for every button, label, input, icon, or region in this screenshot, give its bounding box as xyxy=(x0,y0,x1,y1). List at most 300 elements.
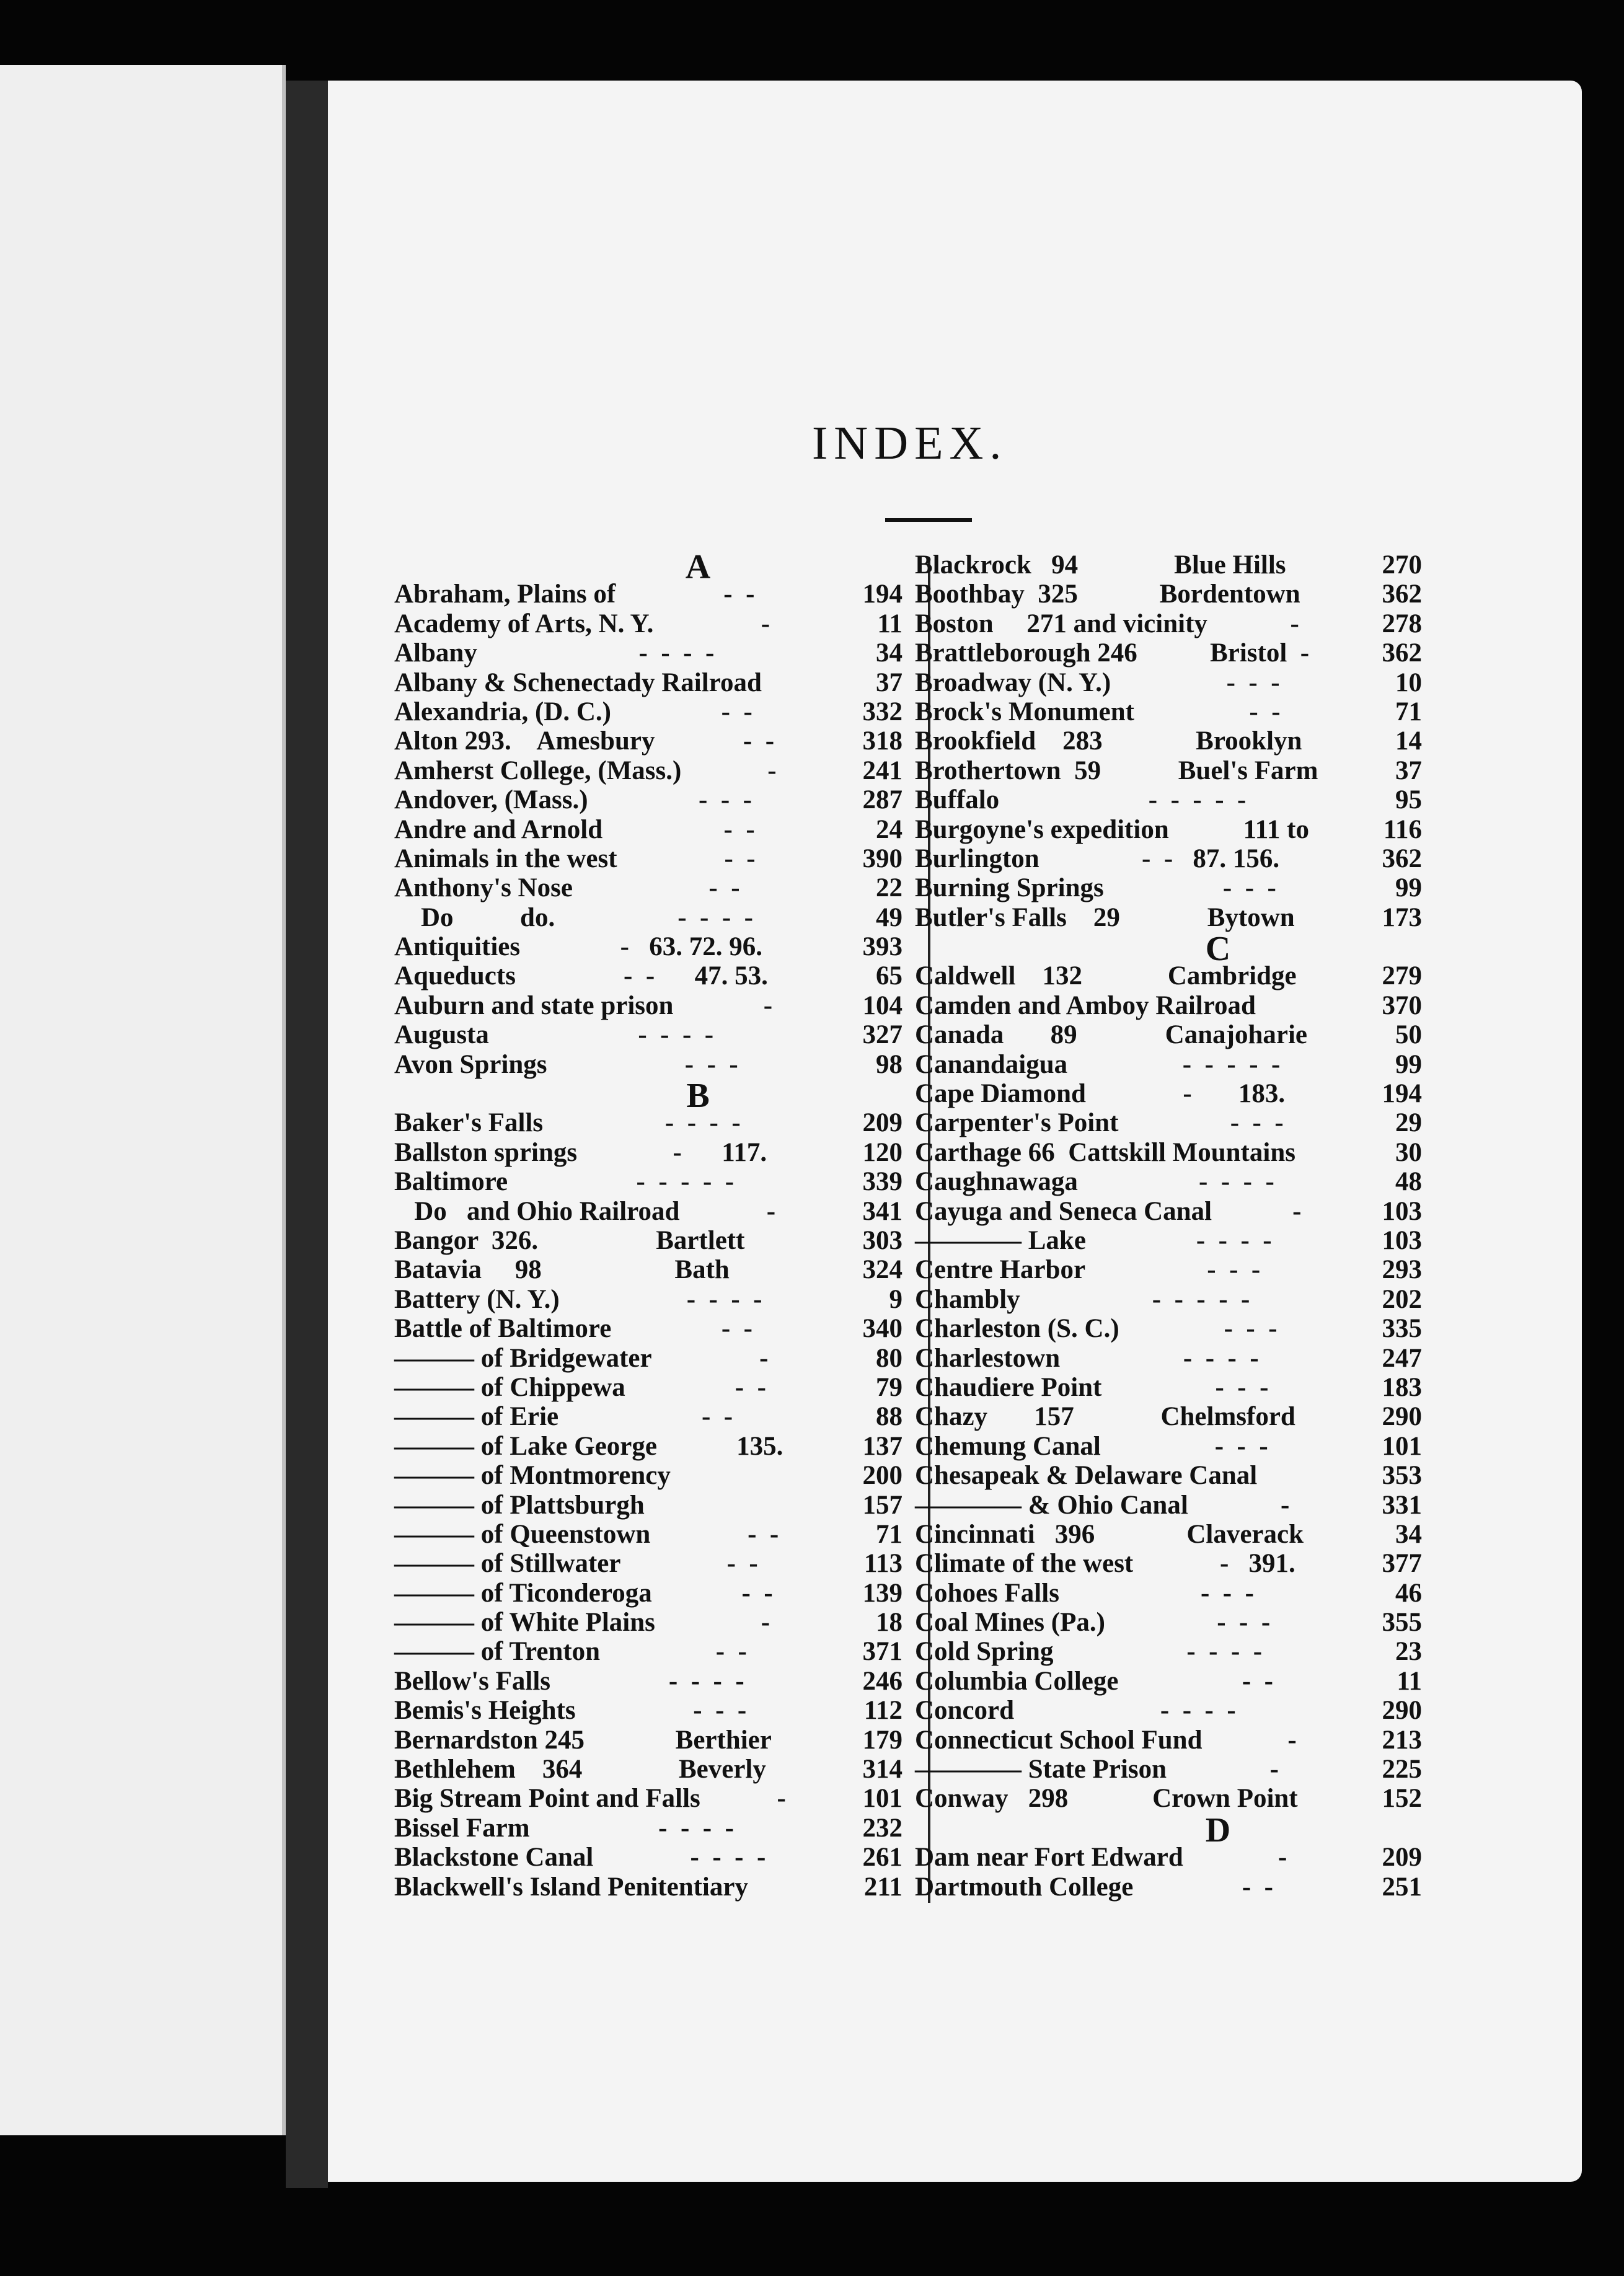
entry-page-number: 209 xyxy=(1382,1843,1422,1872)
entry-page-number: 88 xyxy=(876,1402,902,1432)
entry-leader: Beverly xyxy=(678,1755,766,1784)
entry-leader: Claverack xyxy=(1186,1519,1304,1549)
entry-leader: - - - - xyxy=(1183,1343,1259,1373)
entry-page-number: 370 xyxy=(1382,990,1422,1020)
index-entry xyxy=(915,1520,1422,1549)
entry-label: Aqueducts xyxy=(394,961,516,991)
entry-label: Alton 293. Amesbury xyxy=(394,726,655,756)
entry-page-number: 200 xyxy=(862,1461,902,1491)
index-entry xyxy=(915,1314,1422,1343)
entry-page-number: 340 xyxy=(862,1314,902,1344)
index-entry xyxy=(915,1344,1422,1373)
entry-label: Bellow's Falls xyxy=(394,1666,551,1696)
entry-leader: Blue Hills xyxy=(1174,550,1286,580)
index-entry xyxy=(394,1020,902,1049)
entry-page-number: 65 xyxy=(876,961,902,991)
entry-leader: Brooklyn xyxy=(1196,726,1302,756)
index-entry xyxy=(394,903,902,932)
entry-page-number: 318 xyxy=(862,726,902,756)
entry-page-number: 112 xyxy=(863,1696,902,1726)
entry-leader: - - - - - xyxy=(1152,1284,1250,1314)
index-entry xyxy=(915,1138,1422,1167)
index-entry xyxy=(394,1814,902,1843)
entry-page-number: 104 xyxy=(862,990,902,1020)
entry-leader: - xyxy=(1292,1196,1302,1226)
entry-page-number: 157 xyxy=(862,1490,902,1520)
index-column-left xyxy=(394,550,902,1902)
index-entry xyxy=(915,756,1422,785)
index-entry xyxy=(915,1079,1422,1108)
entry-leader: - - 47. 53. xyxy=(624,961,768,991)
index-entry xyxy=(394,1579,902,1608)
index-entry xyxy=(915,580,1422,609)
entry-label: Albany xyxy=(394,638,477,668)
entry-leader: - - 87. 156. xyxy=(1142,844,1280,873)
entry-leader: - xyxy=(766,1196,776,1226)
entry-label: ——— of Stillwater xyxy=(394,1549,621,1579)
entry-label: Columbia College xyxy=(915,1666,1119,1696)
entry-page-number: 393 xyxy=(862,932,902,962)
index-entry xyxy=(394,1255,902,1284)
entry-label: Canada 89 xyxy=(915,1020,1077,1050)
entry-leader: - - xyxy=(721,697,752,726)
entry-label: Burgoyne's expedition xyxy=(915,814,1169,844)
index-entry xyxy=(394,726,902,756)
entry-leader: - xyxy=(1278,1843,1287,1872)
entry-label: Do do. xyxy=(394,902,555,932)
index-entry xyxy=(915,1579,1422,1608)
entry-leader: Berthier xyxy=(675,1725,772,1755)
entry-leader: - - xyxy=(708,873,740,903)
facing-blank-page xyxy=(0,65,286,2135)
entry-leader: - - - - xyxy=(1196,1225,1272,1255)
entry-label: Amherst College, (Mass.) xyxy=(394,756,682,785)
entry-page-number: 48 xyxy=(1395,1167,1422,1197)
entry-label: Cayuga and Seneca Canal xyxy=(915,1196,1212,1226)
entry-page-number: 324 xyxy=(862,1255,902,1285)
entry-leader: - xyxy=(1280,1490,1290,1520)
entry-leader: - - xyxy=(1249,697,1281,726)
entry-label: Chambly xyxy=(915,1284,1020,1314)
entry-page-number: 101 xyxy=(862,1784,902,1814)
entry-label: Bissel Farm xyxy=(394,1813,530,1843)
entry-label: Brothertown 59 xyxy=(915,756,1101,785)
entry-label: ——— of Erie xyxy=(394,1402,559,1432)
entry-label: ——— of Chippewa xyxy=(394,1372,625,1402)
entry-label: Burlington xyxy=(915,844,1039,873)
entry-leader: - xyxy=(777,1784,786,1814)
entry-page-number: 173 xyxy=(1382,902,1422,932)
entry-leader: - xyxy=(1287,1725,1297,1755)
entry-page-number: 23 xyxy=(1395,1637,1422,1667)
entry-label: Bangor 326. xyxy=(394,1225,539,1255)
entry-label: Cincinnati 396 xyxy=(915,1519,1095,1549)
entry-label: Baker's Falls xyxy=(394,1108,544,1138)
entry-label: Buffalo xyxy=(915,785,1000,815)
entry-leader: - - - - - xyxy=(1182,1049,1281,1079)
entry-page-number: 335 xyxy=(1382,1314,1422,1344)
entry-page-number: 79 xyxy=(876,1372,902,1402)
entry-label: ——— of Bridgewater xyxy=(394,1343,652,1373)
index-entry xyxy=(915,873,1422,902)
entry-page-number: 327 xyxy=(862,1020,902,1050)
index-entry xyxy=(394,1314,902,1343)
entry-leader: Bristol - xyxy=(1210,638,1310,668)
entry-label: ——— of Trenton xyxy=(394,1637,601,1667)
entry-page-number: 37 xyxy=(1395,756,1422,785)
index-entry xyxy=(915,1167,1422,1196)
entry-page-number: 37 xyxy=(876,668,902,697)
index-entry xyxy=(915,1108,1422,1137)
entry-label: Charlestown xyxy=(915,1343,1061,1373)
entry-page-number: 116 xyxy=(1383,814,1422,844)
index-entry xyxy=(915,991,1422,1020)
entry-leader: - - - xyxy=(684,1049,738,1079)
entry-leader: - - - - xyxy=(664,1108,741,1138)
entry-page-number: 371 xyxy=(862,1637,902,1667)
entry-page-number: 183 xyxy=(1382,1372,1422,1402)
index-entry xyxy=(915,1461,1422,1490)
entry-leader: - - - - xyxy=(1160,1696,1236,1726)
entry-leader: - - - - xyxy=(690,1843,766,1872)
entry-leader: - xyxy=(761,1608,770,1638)
index-entry xyxy=(394,697,902,726)
entry-label: Do and Ohio Railroad xyxy=(394,1196,680,1226)
entry-label: Bemis's Heights xyxy=(394,1696,576,1726)
entry-label: Dam near Fort Edward xyxy=(915,1843,1183,1872)
entry-leader: - - - xyxy=(1217,1608,1271,1638)
entry-leader: - - xyxy=(748,1519,779,1549)
index-entry xyxy=(915,668,1422,697)
index-entry xyxy=(394,1755,902,1784)
index-entry xyxy=(915,1755,1422,1784)
entry-leader: - xyxy=(1290,609,1299,638)
entry-leader: - - xyxy=(743,726,775,756)
entry-page-number: 139 xyxy=(862,1578,902,1608)
entry-label: ——— of Montmorency xyxy=(394,1461,671,1491)
entry-page-number: 211 xyxy=(863,1872,902,1902)
index-entry xyxy=(394,991,902,1020)
entry-page-number: 390 xyxy=(862,844,902,873)
entry-label: Battle of Baltimore xyxy=(394,1314,612,1344)
entry-page-number: 293 xyxy=(1382,1255,1422,1285)
entry-leader: - - - xyxy=(1230,1108,1284,1138)
index-entry xyxy=(394,638,902,668)
entry-leader: - - - xyxy=(1226,668,1280,697)
entry-label: Big Stream Point and Falls xyxy=(394,1784,700,1814)
entry-leader: 111 to xyxy=(1243,814,1309,844)
entry-leader: - - - - xyxy=(658,1813,734,1843)
entry-leader: - - - - xyxy=(668,1666,744,1696)
index-entry xyxy=(394,1696,902,1725)
entry-leader: Canajoharie xyxy=(1165,1020,1307,1050)
index-entry xyxy=(394,1138,902,1167)
index-entry xyxy=(394,1402,902,1431)
entry-leader: - 391. xyxy=(1219,1549,1295,1579)
index-entry xyxy=(394,1226,902,1255)
entry-label: Chaudiere Point xyxy=(915,1372,1102,1402)
index-entry xyxy=(915,785,1422,814)
entry-label: Brattleborough 246 xyxy=(915,638,1137,668)
entry-page-number: 34 xyxy=(876,638,902,668)
entry-leader: Crown Point xyxy=(1152,1784,1298,1814)
entry-page-number: 341 xyxy=(862,1196,902,1226)
index-entry xyxy=(394,1432,902,1461)
section-letter: A xyxy=(685,548,711,586)
entry-label: Augusta xyxy=(394,1020,489,1050)
index-entry xyxy=(915,1843,1422,1872)
index-entry xyxy=(394,815,902,844)
section-letter: B xyxy=(686,1077,710,1116)
entry-leader: - - xyxy=(701,1402,733,1432)
entry-label: Cape Diamond xyxy=(915,1079,1086,1109)
entry-label: Blackwell's Island Penitentiary xyxy=(394,1872,748,1902)
entry-page-number: 332 xyxy=(862,697,902,726)
entry-label: Antiquities xyxy=(394,932,521,962)
index-entry xyxy=(394,1108,902,1137)
entry-page-number: 113 xyxy=(863,1549,902,1579)
entry-page-number: 80 xyxy=(876,1343,902,1373)
entry-leader: - - xyxy=(715,1637,747,1667)
entry-page-number: 14 xyxy=(1395,726,1422,756)
entry-page-number: 232 xyxy=(862,1813,902,1843)
entry-leader: Bartlett xyxy=(656,1225,745,1255)
entry-page-number: 179 xyxy=(862,1725,902,1755)
index-entry xyxy=(915,726,1422,756)
entry-leader: - - - xyxy=(699,785,752,815)
entry-label: Broadway (N. Y.) xyxy=(915,668,1111,697)
entry-page-number: 303 xyxy=(862,1225,902,1255)
entry-label: Carpenter's Point xyxy=(915,1108,1119,1138)
entry-leader: - - xyxy=(721,1314,752,1344)
index-entry xyxy=(915,638,1422,668)
entry-page-number: 353 xyxy=(1382,1461,1422,1491)
entry-page-number: 95 xyxy=(1395,785,1422,815)
index-entry xyxy=(915,1696,1422,1725)
entry-leader: - - xyxy=(1242,1872,1273,1902)
book-gutter xyxy=(286,81,328,2188)
entry-leader: - xyxy=(763,990,773,1020)
entry-leader: - - - xyxy=(1224,1314,1278,1344)
entry-label: Climate of the west xyxy=(915,1549,1134,1579)
entry-page-number: 99 xyxy=(1395,1049,1422,1079)
entry-page-number: 362 xyxy=(1382,638,1422,668)
entry-page-number: 34 xyxy=(1395,1519,1422,1549)
index-entry xyxy=(915,1285,1422,1314)
entry-leader: - - xyxy=(723,814,755,844)
entry-label: ——— of Lake George xyxy=(394,1431,657,1461)
entry-page-number: 247 xyxy=(1382,1343,1422,1373)
index-entry xyxy=(394,1050,902,1079)
entry-page-number: 278 xyxy=(1382,609,1422,638)
entry-label: ——— of White Plains xyxy=(394,1608,655,1638)
entry-page-number: 339 xyxy=(862,1167,902,1197)
entry-page-number: 290 xyxy=(1382,1696,1422,1726)
index-entry xyxy=(915,1432,1422,1461)
index-entry xyxy=(915,1637,1422,1666)
index-entry xyxy=(915,844,1422,873)
entry-leader: - - - - xyxy=(677,902,753,932)
index-entry xyxy=(394,1344,902,1373)
entry-page-number: 103 xyxy=(1382,1225,1422,1255)
index-entry xyxy=(394,1726,902,1755)
entry-label: Anthony's Nose xyxy=(394,873,573,903)
index-entry xyxy=(394,1373,902,1402)
entry-page-number: 246 xyxy=(862,1666,902,1696)
entry-leader: - - xyxy=(1242,1666,1273,1696)
entry-label: Caldwell 132 xyxy=(915,961,1082,991)
entry-label: Albany & Schenectady Railroad xyxy=(394,668,762,697)
entry-label: Caughnawaga xyxy=(915,1167,1078,1197)
entry-leader: - - xyxy=(735,1372,766,1402)
entry-page-number: 287 xyxy=(862,785,902,815)
entry-leader: - 183. xyxy=(1183,1079,1286,1109)
entry-label: Coal Mines (Pa.) xyxy=(915,1608,1105,1638)
entry-page-number: 194 xyxy=(862,580,902,609)
index-entry xyxy=(394,1872,902,1902)
entry-page-number: 270 xyxy=(1382,550,1422,580)
entry-page-number: 362 xyxy=(1382,580,1422,609)
entry-label: ——— of Queenstown xyxy=(394,1519,651,1549)
index-entry xyxy=(394,1549,902,1578)
entry-page-number: 225 xyxy=(1382,1755,1422,1784)
entry-page-number: 377 xyxy=(1382,1549,1422,1579)
index-entry xyxy=(915,1197,1422,1226)
entry-label: Batavia 98 xyxy=(394,1255,542,1285)
entry-page-number: 50 xyxy=(1395,1020,1422,1050)
index-entry xyxy=(394,932,902,961)
index-entry xyxy=(915,1020,1422,1049)
index-entry xyxy=(394,1520,902,1549)
entry-page-number: 331 xyxy=(1382,1490,1422,1520)
entry-label: Alexandria, (D. C.) xyxy=(394,697,611,726)
index-entry xyxy=(915,815,1422,844)
entry-label: ——— of Ticonderoga xyxy=(394,1578,652,1608)
entry-label: Boothbay 325 xyxy=(915,580,1078,609)
entry-label: Concord xyxy=(915,1696,1015,1726)
index-entry xyxy=(394,873,902,902)
entry-page-number: 18 xyxy=(876,1608,902,1638)
entry-page-number: 24 xyxy=(876,814,902,844)
index-entry xyxy=(394,1285,902,1314)
index-entry xyxy=(915,550,1422,580)
entry-label: Animals in the west xyxy=(394,844,617,873)
entry-label: Baltimore xyxy=(394,1167,508,1197)
index-entry xyxy=(394,1167,902,1196)
entry-label: Andre and Arnold xyxy=(394,814,603,844)
entry-page-number: 71 xyxy=(1395,697,1422,726)
entry-leader: - xyxy=(767,756,777,785)
entry-label: Chemung Canal xyxy=(915,1431,1101,1461)
entry-leader: Bath xyxy=(674,1255,730,1285)
section-letter: D xyxy=(1205,1811,1231,1850)
entry-page-number: 10 xyxy=(1395,668,1422,697)
entry-label: Andover, (Mass.) xyxy=(394,785,588,815)
entry-leader: - - xyxy=(741,1578,773,1608)
entry-leader: Bordentown xyxy=(1159,580,1300,609)
entry-leader: Buel's Farm xyxy=(1178,756,1318,785)
index-entry xyxy=(394,1461,902,1490)
entry-page-number: 279 xyxy=(1382,961,1422,991)
entry-label: Cold Spring xyxy=(915,1637,1054,1667)
entry-label: Blackrock 94 xyxy=(915,550,1079,580)
index-entry xyxy=(394,668,902,697)
entry-leader: - - - - xyxy=(686,1284,762,1314)
entry-label: Auburn and state prison xyxy=(394,990,674,1020)
entry-label: Camden and Amboy Railroad xyxy=(915,990,1256,1020)
entry-label: Butler's Falls 29 xyxy=(915,902,1120,932)
entry-leader: - - - - - xyxy=(636,1167,735,1197)
entry-page-number: 103 xyxy=(1382,1196,1422,1226)
entry-label: ——— of Plattsburgh xyxy=(394,1490,645,1520)
entry-label: ———— & Ohio Canal xyxy=(915,1490,1188,1520)
entry-label: Battery (N. Y.) xyxy=(394,1284,560,1314)
entry-page-number: 46 xyxy=(1395,1578,1422,1608)
section-letter: C xyxy=(1205,930,1231,969)
entry-page-number: 251 xyxy=(1382,1872,1422,1902)
entry-leader: - - xyxy=(723,580,755,609)
index-entry xyxy=(394,1843,902,1872)
index-entry xyxy=(394,785,902,814)
entry-page-number: 261 xyxy=(862,1843,902,1872)
entry-page-number: 71 xyxy=(876,1519,902,1549)
index-entry xyxy=(394,1491,902,1520)
entry-leader: - - xyxy=(724,844,756,873)
entry-leader: - - - xyxy=(1222,873,1276,903)
entry-page-number: 314 xyxy=(862,1755,902,1784)
entry-leader: - - - xyxy=(693,1696,747,1726)
entry-page-number: 194 xyxy=(1382,1079,1422,1109)
entry-page-number: 362 xyxy=(1382,844,1422,873)
index-title: INDEX. xyxy=(812,417,1008,469)
entry-leader: - xyxy=(759,1343,769,1373)
entry-page-number: 11 xyxy=(877,609,902,638)
entry-leader: 135. xyxy=(736,1431,783,1461)
entry-label: Cohoes Falls xyxy=(915,1578,1059,1608)
index-entry xyxy=(915,1491,1422,1520)
entry-page-number: 202 xyxy=(1382,1284,1422,1314)
entry-label: Brock's Monument xyxy=(915,697,1134,726)
entry-page-number: 98 xyxy=(876,1049,902,1079)
index-entry xyxy=(915,1402,1422,1431)
entry-label: ———— Lake xyxy=(915,1225,1086,1255)
entry-leader: - - - - xyxy=(1199,1167,1274,1197)
index-entry xyxy=(394,844,902,873)
index-entry xyxy=(394,1197,902,1226)
index-entry xyxy=(915,961,1422,990)
entry-page-number: 9 xyxy=(889,1284,902,1314)
entry-label: Boston 271 and vicinity xyxy=(915,609,1207,638)
entry-leader: - - - xyxy=(1214,1431,1268,1461)
entry-label: Canandaigua xyxy=(915,1049,1068,1079)
entry-page-number: 241 xyxy=(862,756,902,785)
index-entry xyxy=(915,1549,1422,1578)
index-entry xyxy=(915,1726,1422,1755)
entry-leader: Bytown xyxy=(1207,902,1295,932)
entry-label: Carthage 66 Cattskill Mountains xyxy=(915,1137,1295,1167)
index-column-right xyxy=(915,550,1422,1902)
entry-page-number: 11 xyxy=(1397,1666,1422,1696)
entry-leader: - - - - - xyxy=(1148,785,1247,815)
entry-page-number: 137 xyxy=(862,1431,902,1461)
index-entry xyxy=(915,1050,1422,1079)
entry-label: Charleston (S. C.) xyxy=(915,1314,1119,1344)
entry-page-number: 30 xyxy=(1395,1137,1422,1167)
entry-leader: - - - xyxy=(1207,1255,1261,1285)
entry-page-number: 49 xyxy=(876,902,902,932)
entry-leader: - xyxy=(761,609,770,638)
entry-label: Avon Springs xyxy=(394,1049,547,1079)
